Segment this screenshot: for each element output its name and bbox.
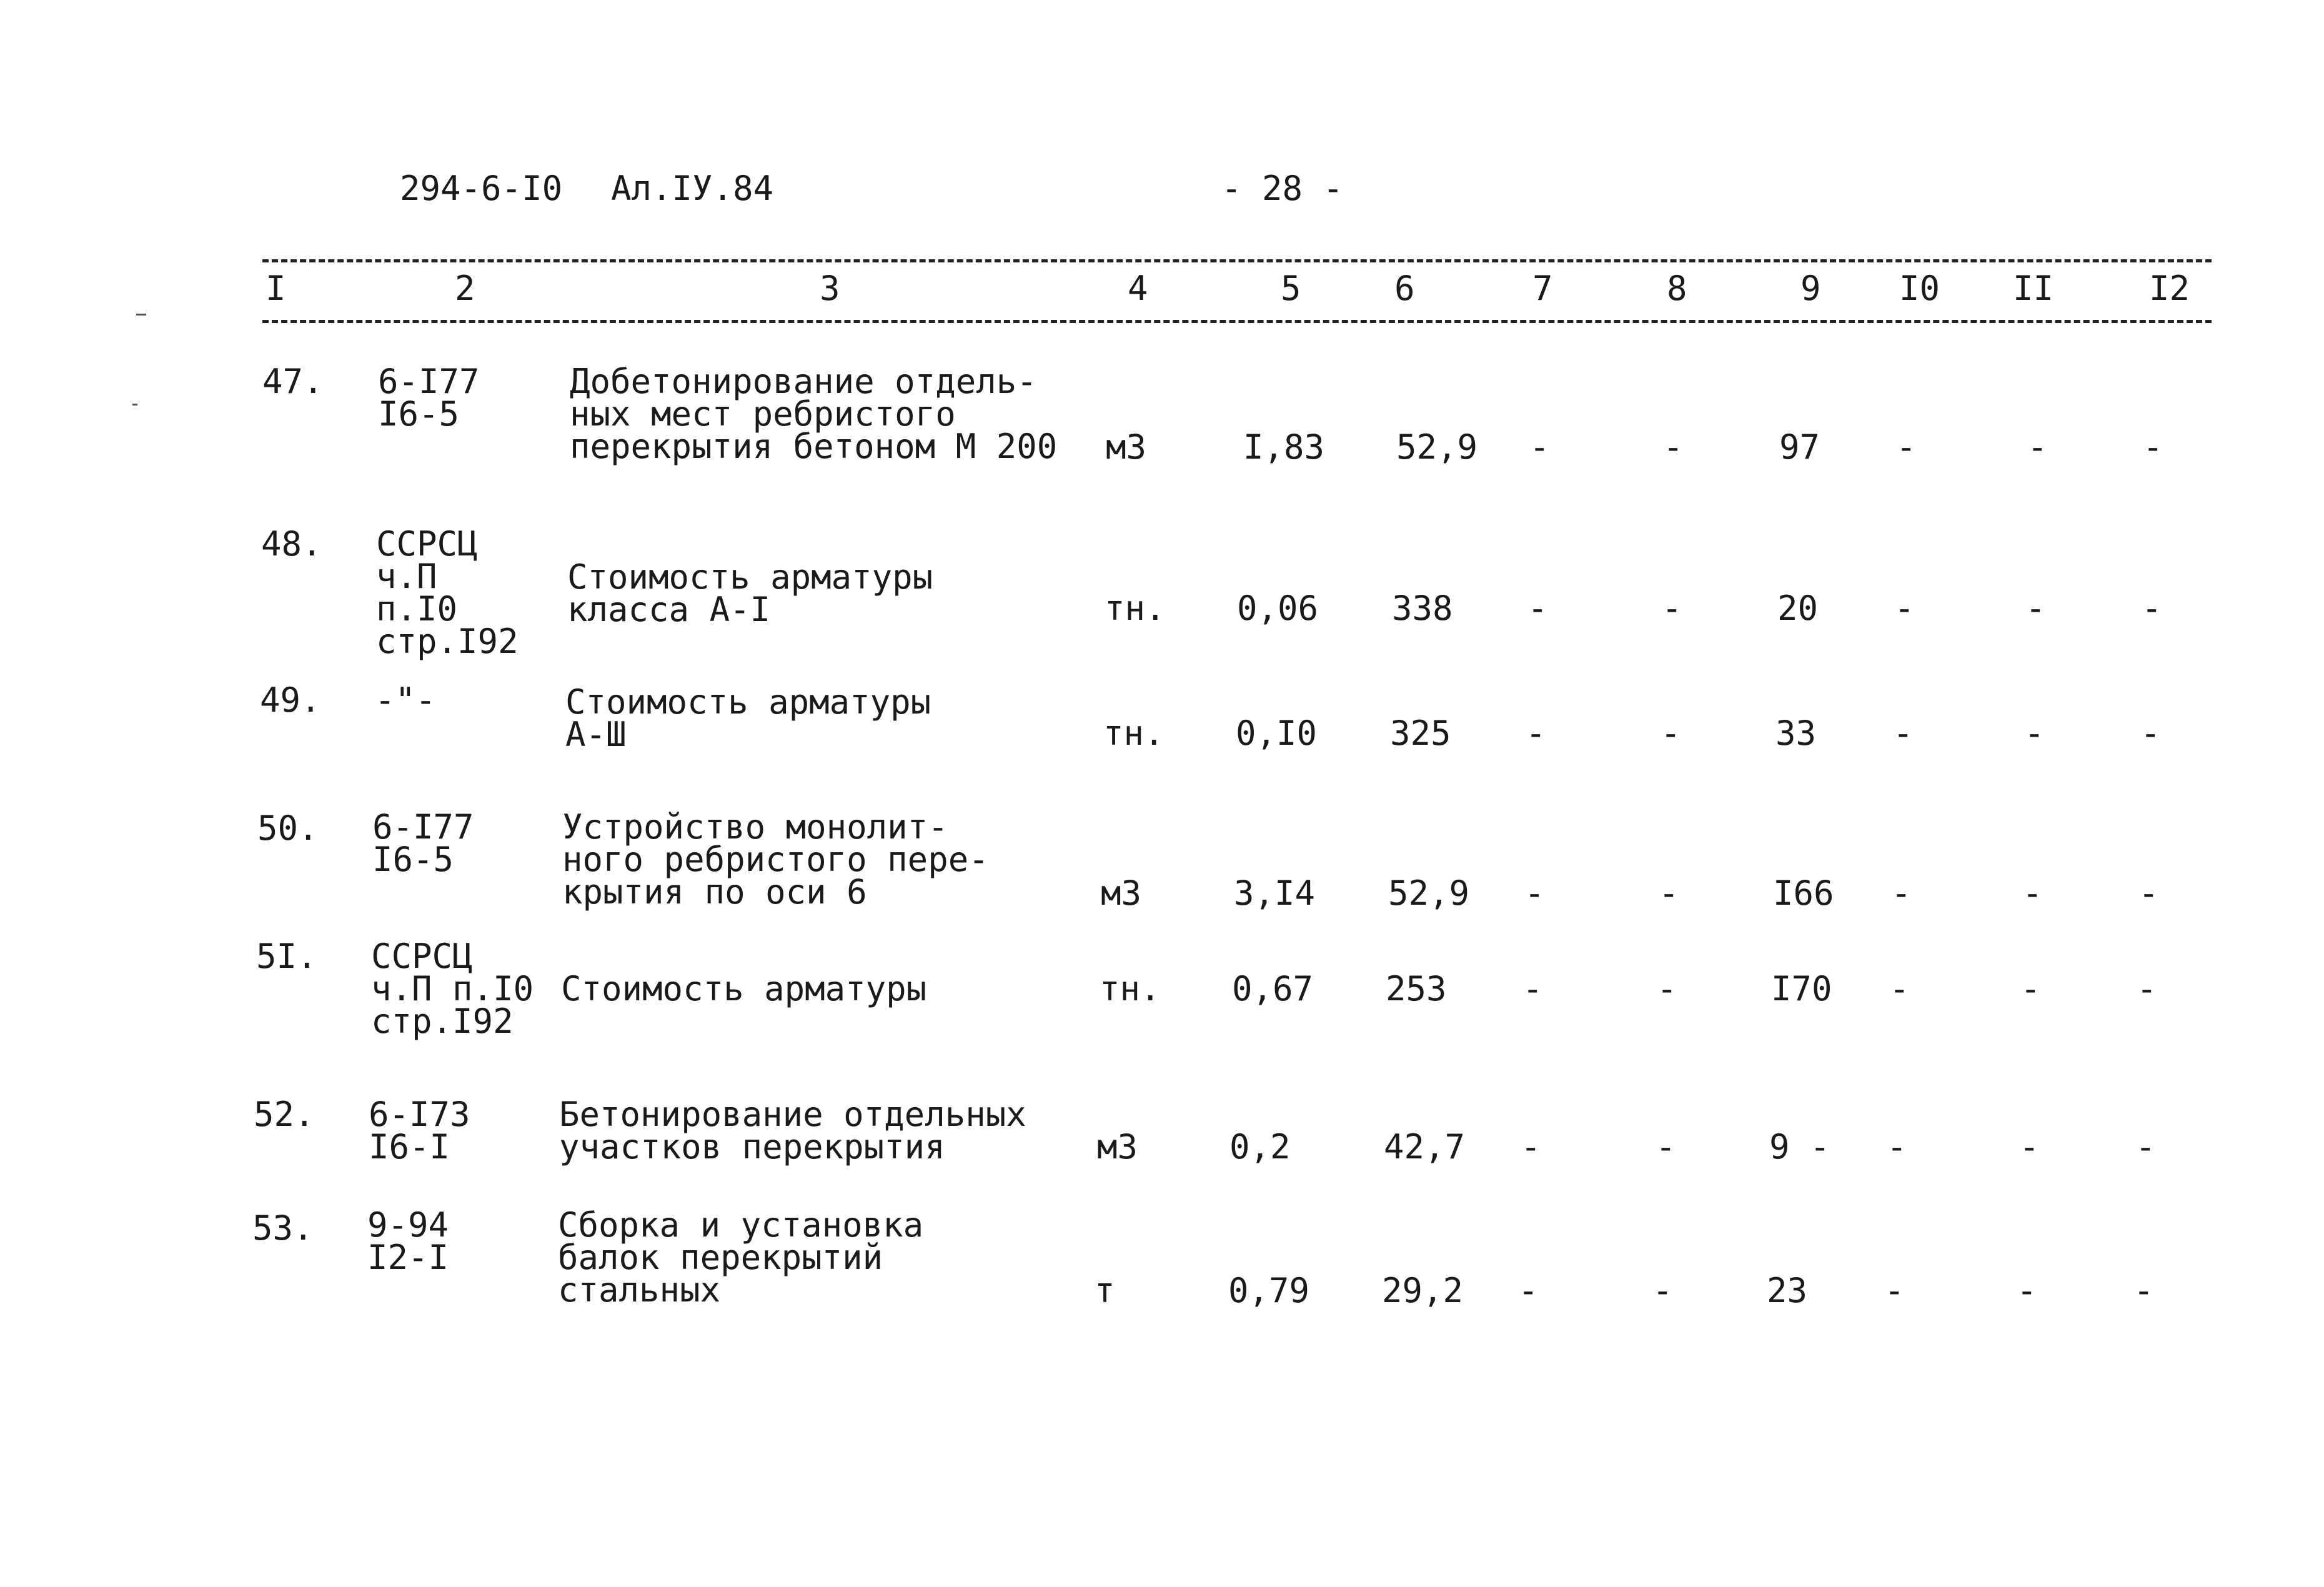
code-line: стр.I92 (376, 622, 519, 661)
row-number: 50. (257, 808, 319, 848)
code-line: ССРСЦ (371, 937, 473, 976)
unit: т (1095, 1271, 1115, 1310)
col-8-value: - (1662, 589, 1682, 628)
unit: тн. (1100, 969, 1161, 1008)
col-2-number: 2 (455, 269, 475, 308)
doc-code: 294-6-I0 (400, 169, 563, 208)
desc-line: Стоимость арматуры (567, 557, 933, 597)
col-1-number: I (266, 269, 286, 308)
desc-line: Сборка и установка (558, 1205, 924, 1245)
desc-line: балок перекрытий (558, 1238, 883, 1277)
album-number: Ал.IУ.84 (611, 169, 774, 208)
work-description (562, 807, 989, 912)
work-description (570, 362, 1058, 466)
page-number: - 28 - (1221, 169, 1344, 208)
unit: тн. (1103, 714, 1164, 753)
row-number: 52. (254, 1095, 315, 1134)
unit-price: 52,9 (1396, 427, 1478, 467)
col-7-value: - (1524, 873, 1545, 913)
col-8-number: 8 (1667, 269, 1687, 308)
code-line: стр.I92 (371, 1002, 514, 1041)
col-6-number: 6 (1394, 269, 1415, 308)
total-cost: 9 - (1769, 1127, 1830, 1167)
work-description (561, 969, 927, 1008)
norm-code (367, 1205, 449, 1277)
work-description (567, 557, 933, 629)
total-cost: I70 (1771, 969, 1832, 1008)
code-line: 6-I77 (378, 362, 480, 401)
col-7-number: 7 (1532, 269, 1553, 308)
col-7-value: - (1521, 1127, 1541, 1167)
col-11-value: - (2022, 873, 2043, 913)
code-line: ССРСЦ (376, 524, 478, 564)
quantity: 0,2 (1229, 1127, 1291, 1167)
quantity: 0,79 (1228, 1271, 1310, 1310)
total-cost: 20 (1777, 589, 1819, 628)
col-7-value: - (1526, 714, 1546, 753)
col-8-value: - (1663, 427, 1684, 467)
col-12-number: I2 (2149, 269, 2190, 308)
quantity: I,83 (1243, 427, 1325, 467)
col-8-value: - (1652, 1271, 1673, 1310)
col-8-value: - (1657, 969, 1677, 1008)
code-line: п.I0 (376, 589, 458, 629)
col-11-value: - (2017, 1271, 2037, 1310)
col-10-value: - (1893, 714, 1914, 753)
col-10-value: - (1884, 1271, 1905, 1310)
quantity: 0,I0 (1236, 714, 1318, 753)
col-12-value: - (2138, 873, 2159, 913)
unit-price: 52,9 (1388, 873, 1470, 913)
row-number: 47. (262, 362, 324, 401)
col-7-value: - (1518, 1271, 1539, 1310)
col-4-number: 4 (1128, 269, 1148, 308)
norm-code (378, 362, 480, 434)
norm-code (375, 680, 436, 720)
unit-price: 42,7 (1384, 1127, 1466, 1167)
row-number: 49. (260, 680, 321, 720)
work-description (565, 682, 931, 754)
col-12-value: - (2142, 589, 2162, 628)
desc-line: участков перекрытия (559, 1127, 945, 1167)
total-cost: 33 (1775, 714, 1817, 753)
row-number: 48. (261, 524, 322, 564)
unit-price: 338 (1392, 589, 1453, 628)
col-12-value: - (2133, 1271, 2154, 1310)
col-8-value: - (1661, 714, 1681, 753)
code-line: 6-I77 (372, 807, 474, 847)
col-11-value: - (2025, 589, 2046, 628)
unit: м3 (1097, 1127, 1138, 1167)
col-9-number: 9 (1800, 269, 1821, 308)
scan-mark (132, 404, 137, 405)
col-10-number: I0 (1899, 269, 1940, 308)
col-12-value: - (2140, 714, 2161, 753)
unit-price: 29,2 (1382, 1271, 1464, 1310)
quantity: 0,67 (1232, 969, 1314, 1008)
row-number: 53. (252, 1208, 314, 1248)
work-description (559, 1095, 1026, 1167)
col-3-number: 3 (820, 269, 840, 308)
desc-line: крытия по оси 6 (562, 872, 867, 912)
code-line: I6-I (369, 1127, 450, 1167)
code-line: I2-I (367, 1238, 449, 1277)
col-7-value: - (1522, 969, 1543, 1008)
table-header-rule (262, 320, 2212, 323)
total-cost: I66 (1773, 873, 1834, 913)
code-line: I6-5 (378, 394, 460, 434)
col-11-value: - (2020, 969, 2041, 1008)
total-cost: 23 (1767, 1271, 1808, 1310)
desc-line: Устройство монолит- (562, 807, 948, 847)
col-12-value: - (2143, 427, 2163, 467)
unit: тн. (1105, 589, 1166, 628)
col-10-value: - (1889, 969, 1910, 1008)
row-number: 5I. (256, 937, 317, 976)
desc-line: ного ребристого пере- (562, 840, 989, 879)
col-8-value: - (1659, 873, 1679, 913)
col-8-value: - (1656, 1127, 1676, 1167)
desc-line: Добетонирование отдель- (570, 362, 1037, 401)
desc-line: Бетонирование отдельных (559, 1095, 1026, 1134)
desc-line: А-Ш (565, 715, 627, 754)
code-line: I6-5 (372, 840, 454, 879)
unit-price: 253 (1386, 969, 1447, 1008)
col-10-value: - (1891, 873, 1912, 913)
col-12-value: - (2137, 969, 2157, 1008)
quantity: 3,I4 (1234, 873, 1316, 913)
norm-code (376, 524, 519, 661)
col-11-value: - (2024, 714, 2045, 753)
col-11-value: - (2027, 427, 2048, 467)
col-11-value: - (2019, 1127, 2040, 1167)
norm-code (372, 807, 474, 879)
col-10-value: - (1887, 1127, 1907, 1167)
unit: м3 (1101, 873, 1142, 913)
unit-price: 325 (1390, 714, 1451, 753)
norm-code (371, 937, 534, 1041)
col-5-number: 5 (1281, 269, 1301, 308)
work-description (558, 1205, 924, 1310)
code-line: ч.П п.I0 (371, 969, 534, 1008)
col-7-value: - (1529, 427, 1550, 467)
code-line: -"- (375, 680, 436, 720)
desc-line: Стоимость арматуры (561, 969, 927, 1008)
code-line: 6-I73 (369, 1095, 470, 1134)
desc-line: стальных (558, 1270, 721, 1310)
total-cost: 97 (1779, 427, 1820, 467)
col-12-value: - (2135, 1127, 2156, 1167)
scan-mark (136, 314, 146, 316)
code-line: 9-94 (367, 1205, 449, 1245)
table-top-rule (262, 259, 2212, 262)
col-10-value: - (1894, 589, 1915, 628)
desc-line: ных мест ребристого (570, 394, 956, 434)
desc-line: Стоимость арматуры (565, 682, 931, 722)
code-line: ч.П (376, 557, 437, 596)
quantity: 0,06 (1237, 589, 1319, 628)
unit: м3 (1106, 427, 1147, 467)
norm-code (369, 1095, 470, 1167)
desc-line: перекрытия бетоном М 200 (570, 427, 1058, 466)
col-11-number: II (2013, 269, 2054, 308)
col-7-value: - (1527, 589, 1548, 628)
col-10-value: - (1896, 427, 1917, 467)
desc-line: класса А-I (567, 590, 771, 629)
